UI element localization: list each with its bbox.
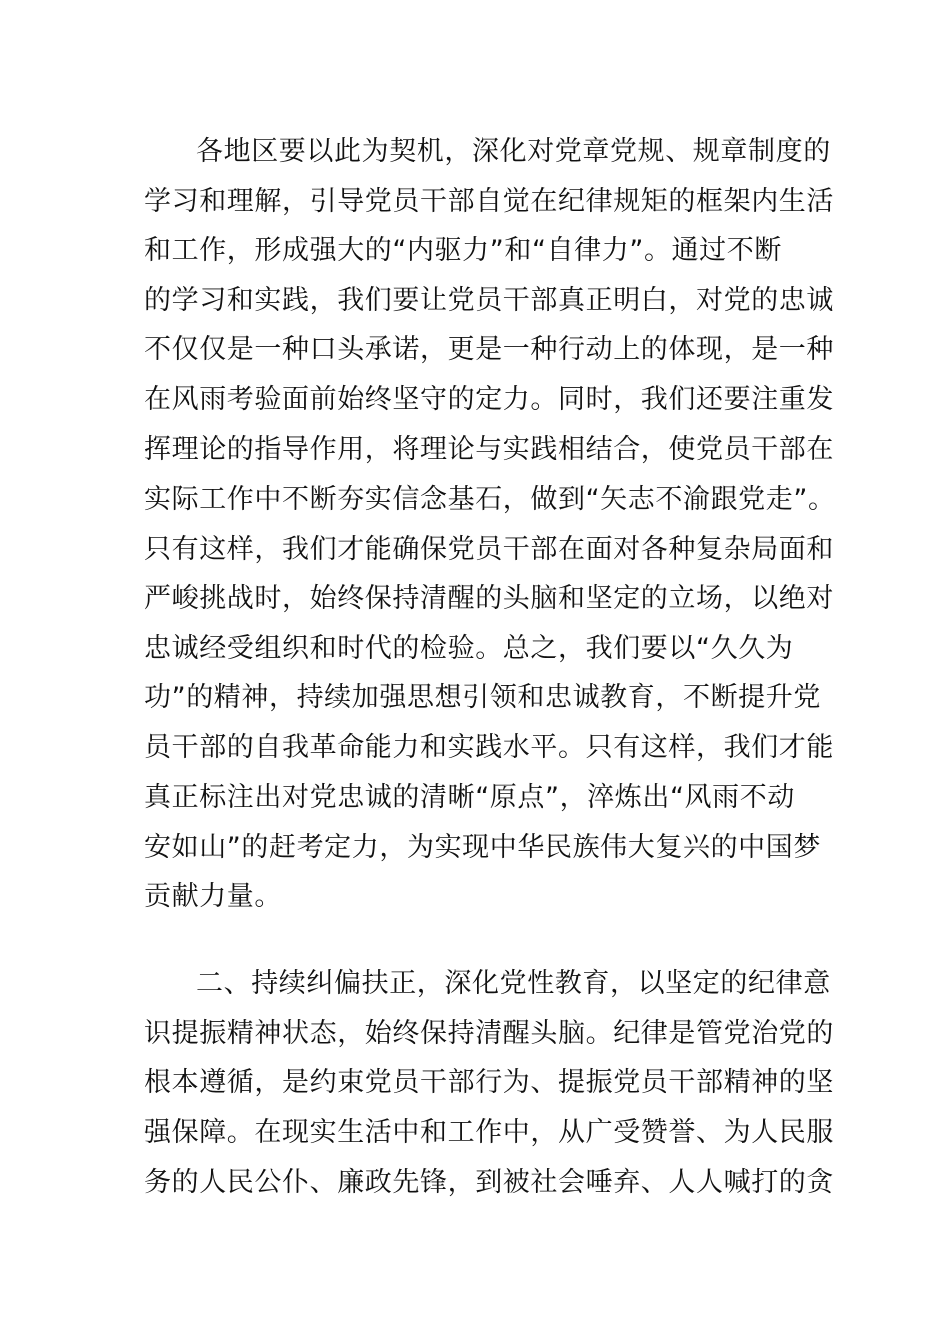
paragraph-line: 员干部的自我革命能力和实践水平。只有这样，我们才能 [144, 732, 834, 763]
paragraph-line: 根本遵循，是约束党员干部行为、提振党员干部精神的坚 [144, 1067, 834, 1098]
paragraph-line: 真正标注出对党忠诚的清晰“原点”，淬炼出“风雨不动 [144, 782, 795, 813]
paragraph-line: 识提振精神状态，始终保持清醒头脑。纪律是管党治党的 [144, 1018, 834, 1049]
paragraph-line: 的学习和实践，我们要让党员干部真正明白，对党的忠诚 [144, 285, 834, 316]
paragraph-line: 忠诚经受组织和时代的检验。总之，我们要以“久久为 [144, 633, 794, 664]
paragraph-line: 功”的精神，持续加强思想引领和忠诚教育，不断提升党 [144, 682, 821, 713]
paragraph-line: 强保障。在现实生活中和工作中，从广受赞誉、为人民服 [144, 1117, 834, 1148]
paragraph-line: 二、持续纠偏扶正，深化党性教育，以坚定的纪律意 [196, 968, 831, 999]
paragraph-line: 和工作，形成强大的“内驱力”和“自律力”。通过不断 [144, 235, 782, 266]
paragraph-line: 实际工作中不断夯实信念基石，做到“矢志不渝跟党走”。 [144, 484, 836, 515]
paragraph-line: 严峻挑战时，始终保持清醒的头脑和坚定的立场，以绝对 [144, 583, 834, 614]
paragraph-line: 务的人民公仆、廉政先锋，到被社会唾弃、人人喊打的贪 [144, 1167, 834, 1198]
paragraph-line: 挥理论的指导作用，将理论与实践相结合，使党员干部在 [144, 434, 834, 465]
paragraph-line: 各地区要以此为契机，深化对党章党规、规章制度的 [196, 136, 831, 167]
paragraph-line: 贡献力量。 [144, 881, 282, 912]
paragraph-line: 只有这样，我们才能确保党员干部在面对各种复杂局面和 [144, 534, 834, 565]
paragraph-line: 安如山”的赶考定力，为实现中华民族伟大复兴的中国梦 [144, 832, 821, 863]
paragraph-line: 不仅仅是一种口头承诺，更是一种行动上的体现，是一种 [144, 334, 834, 365]
paragraph-line: 学习和理解，引导党员干部自觉在纪律规矩的框架内生活 [144, 186, 834, 217]
paragraph-line: 在风雨考验面前始终坚守的定力。同时，我们还要注重发 [144, 384, 834, 415]
